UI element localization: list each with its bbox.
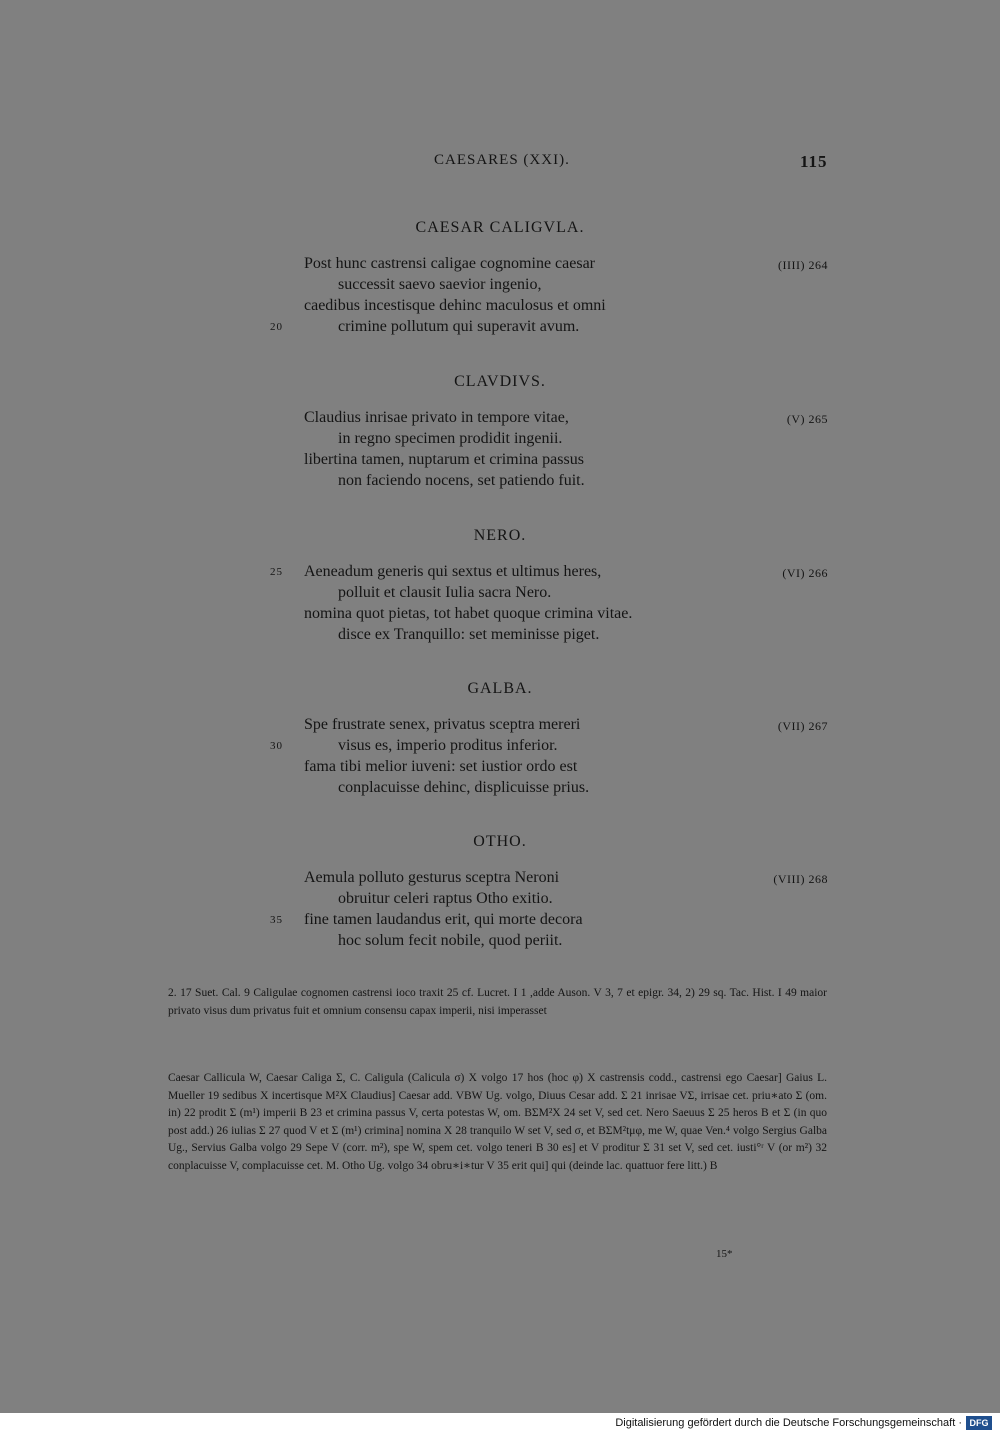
verse-line: Claudius inrisae privato in tempore vitae,	[304, 409, 569, 426]
verse-line: visus es, imperio proditus inferior.	[338, 737, 558, 754]
verse-line: successit saevo saevior ingenio,	[338, 276, 542, 293]
signature-mark: 15*	[716, 1248, 733, 1260]
verse-line: conplacuisse dehinc, displicuisse prius.	[338, 779, 590, 796]
section-title-otho: OTHO.	[473, 833, 527, 850]
verse-line: Aemula polluto gesturus sceptra Neroni	[304, 869, 560, 886]
section-title-nero: NERO.	[473, 527, 527, 544]
verse-line: hoc solum fecit nobile, quod periit.	[338, 932, 563, 949]
verse-ref: (VI) 266	[782, 566, 828, 580]
footer-bar	[0, 1413, 1000, 1434]
line-number: 25	[270, 566, 283, 578]
footer-text: Digitalisierung gefördert durch die Deutsche Forschungsgemeinschaft ·	[615, 1417, 962, 1429]
section-title-claudius: CLAVDIVS.	[454, 373, 546, 390]
verse-line: non faciendo nocens, set patiendo fuit.	[338, 472, 585, 489]
verse-line: Aeneadum generis qui sextus et ultimus heres,	[304, 563, 602, 580]
verse-line: fama tibi melior iuveni: set iustior ordo est	[304, 758, 578, 775]
verse-ref: (VII) 267	[777, 719, 828, 733]
verse-ref: (V) 265	[786, 412, 828, 426]
line-number: 30	[270, 740, 283, 752]
running-head: CAESARES (XXI).	[434, 152, 570, 168]
line-number: 20	[270, 321, 283, 333]
critical-apparatus: Caesar Callicula W, Caesar Caliga Σ, C. Caligula (Calicula σ) X volgo 17 hos (hoc φ) X castrensis codd., castrensi ego Caesar] Gaius L. Mueller 19 sedibus X incertisque M²X Claudius] Caesar add. VBW Ug. volgo, Diuus Cesar add. Σ 21 inrisae VΣ, irrisae cet. priu∗ato Σ (om. in) 22 prodit Σ (m¹) imperii B 23 et crimina passus V, certa potestas W, om. BΣM²X 24 set V, sed cet. Nero Saeuus Σ 25 heros B et Σ (in quo post add.) 26 iulias Σ 27 quod V et Σ (m¹) crimina] nomina X 28 tranquilo W set V, sed σ, et BΣM²tμφ, me W, quae Ven.⁴ volgo Sergius Galba Ug., Servius Galba volgo 29 Sepe V (corr. m²), spe W, spem cet. volgo teneri B 30 es] et V proditur Σ 31 set V, sed cet. iusti°ʳ V (or m²) 32 conplacuisse V, complacuisse cet. M. Otho Ug. volgo 34 obru∗i∗tur V 35 erit qui] qui (deinde lac. quattuor fere litt.) B	[168, 1072, 827, 1172]
line-number: 35	[270, 914, 283, 926]
verse-line: caedibus incestisque dehinc maculosus et omni	[304, 297, 606, 314]
verse-line: libertina tamen, nuptarum et crimina passus	[304, 451, 584, 468]
verse-line: polluit et clausit Iulia sacra Nero.	[338, 584, 552, 601]
verse-line: Post hunc castrensi caligae cognomine caesar	[304, 255, 595, 272]
verse-line: disce ex Tranquillo: set meminisse piget.	[338, 626, 600, 643]
verse-line: in regno specimen prodidit ingenii.	[338, 430, 563, 447]
dfg-logo: DFG	[966, 1416, 992, 1430]
verse-line: nomina quot pietas, tot habet quoque crimina vitae.	[304, 605, 633, 622]
verse-line: obruitur celeri raptus Otho exitio.	[338, 890, 553, 907]
page-number: 115	[800, 152, 828, 171]
section-title-galba: GALBA.	[467, 680, 533, 697]
verse-ref: (IIII) 264	[778, 258, 828, 272]
verse-line: crimine pollutum qui superavit avum.	[338, 318, 580, 335]
verse-line: fine tamen laudandus erit, qui morte decora	[304, 911, 583, 928]
verse-line: Spe frustrate senex, privatus sceptra mereri	[304, 716, 581, 733]
section-title-caligula: CAESAR CALIGVLA.	[415, 219, 585, 236]
source-notes: 2. 17 Suet. Cal. 9 Caligulae cognomen castrensi ioco traxit 25 cf. Lucret. I 1 ,adde Auson. V 3, 7 et epigr. 34, 2) 29 sq. Tac. Hist. I 49 maior privato visus dum privatus fuit et omnium consensu capax imperii, nisi imperasset	[168, 987, 827, 1017]
verse-ref: (VIII) 268	[773, 872, 828, 886]
